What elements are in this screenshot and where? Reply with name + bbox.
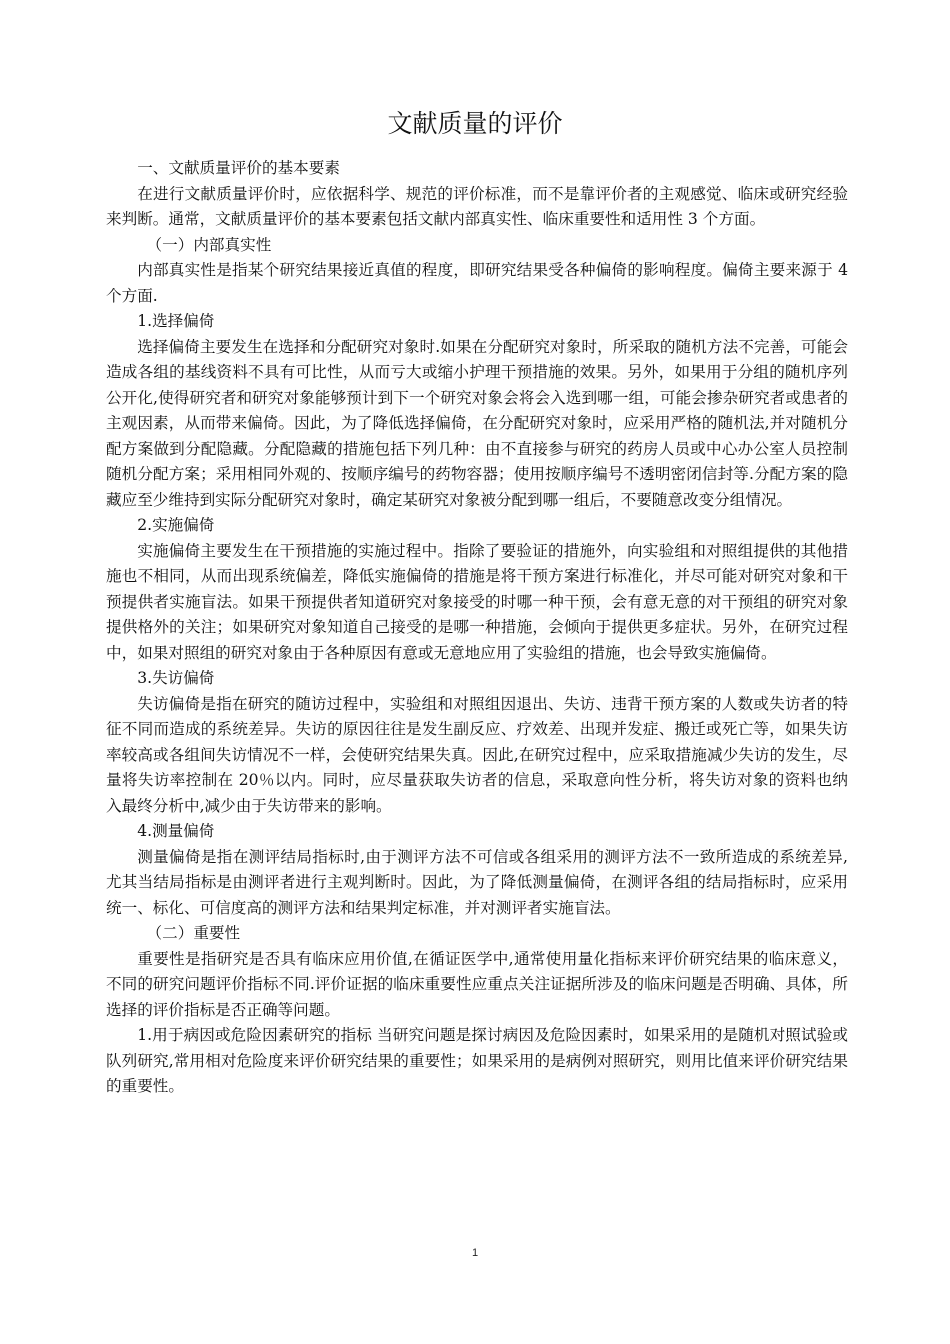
- body-paragraph: 1.用于病因或危险因素研究的指标 当研究问题是探讨病因及危险因素时，如果采用的是随机对照试验或队列研究,常用相对危险度来评价研究结果的重要性；如果采用的是病例对照研究，则用比值来评价研究结果的重要性。: [106, 1026, 848, 1095]
- section-heading: 1.选择偏倚: [137, 312, 215, 330]
- body-paragraph: 在进行文献质量评价时，应依据科学、规范的评价标准，而不是靠评价者的主观感觉、临床或研究经验来判断。通常，文献质量评价的基本要素包括文献内部真实性、临床重要性和适用性 3 个方面。: [106, 184, 848, 228]
- body-paragraph: 失访偏倚是指在研究的随访过程中，实验组和对照组因退出、失访、违背干预方案的人数或失访者的特征不同而造成的系统差异。失访的原因往往是发生副反应、疗效差、出现并发症、搬迁或死亡等，如果失访率较高或各组间失访情况不一样，会使研究结果失真。因此,在研究过程中，应采取措施减少失访的发生，尽量将失访率控制在 20％以内。同时，应尽量获取失访者的信息，采取意向性分析，将失访对象的资料也纳入最终分析中,减少由于失访带来的影响。: [106, 694, 848, 815]
- section-heading: 4.测量偏倚: [137, 822, 215, 840]
- body-paragraph: 测量偏倚是指在测评结局指标时,由于测评方法不可信或各组采用的测评方法不一致所造成的系统差异,尤其当结局指标是由测评者进行主观判断时。因此，为了降低测量偏倚，在测评各组的结局指标时，应采用统一、标化、可信度高的测评方法和结果判定标准，并对测评者实施盲法。: [106, 847, 848, 917]
- body-paragraph: 重要性是指研究是否具有临床应用价值,在循证医学中,通常使用量化指标来评价研究结果的临床意义，不同的研究问题评价指标不同.评价证据的临床重要性应重点关注证据所涉及的临床问题是否明确、具体，所选择的评价指标是否正确等问题。: [106, 949, 848, 1019]
- page-number: 1: [471, 1247, 479, 1259]
- body-paragraph: 内部真实性是指某个研究结果接近真值的程度，即研究结果受各种偏倚的影响程度。偏倚主要来源于 4 个方面.: [106, 261, 848, 305]
- section-heading: （一）内部真实性: [146, 235, 272, 254]
- section-heading: 一、文献质量评价的基本要素: [137, 159, 340, 177]
- document-title: 文献质量的评价: [387, 109, 563, 138]
- body-paragraph: 实施偏倚主要发生在干预措施的实施过程中。指除了要验证的措施外，向实验组和对照组提供的其他措施也不相同，从而出现系统偏差，降低实施偏倚的措施是将干预方案进行标准化，并尽可能对研究对象和干预提供者实施盲法。如果干预提供者知道研究对象接受的时哪一种干预，会有意无意的对干预组的研究对象提供格外的关注；如果研究对象知道自己接受的是哪一种措施，会倾向于提供更多症状。另外，在研究过程中，如果对照组的研究对象由于各种原因有意或无意地应用了实验组的措施，也会导致实施偏倚。: [106, 541, 848, 662]
- body-paragraph: 选择偏倚主要发生在选择和分配研究对象时.如果在分配研究对象时，所采取的随机方法不完善，可能会造成各组的基线资料不具有可比性，从而亏大或缩小护理干预措施的效果。另外，如果用于分组的随机序列公开化,使得研究者和研究对象能够预计到下一个研究对象会将会入选到哪一组，可能会掺杂研究者或患者的主观因素，从而带来偏倚。因此，为了降低选择偏倚，在分配研究对象时，应采用严格的随机法,并对随机分配方案做到分配隐藏。分配隐藏的措施包括下列几种：由不直接参与研究的药房人员或中心办公室人员控制随机分配方案；采用相同外观的、按顺序编号的药物容器；使用按顺序编号不透明密闭信封等.分配方案的隐藏应至少维持到实际分配研究对象时，确定某研究对象被分配到哪一组后，不要随意改变分组情况。: [106, 337, 848, 509]
- document-body: [106, 156, 848, 1100]
- section-heading: 3.失访偏倚: [137, 669, 215, 687]
- section-heading: 2.实施偏倚: [137, 516, 215, 534]
- section-heading: （二）重要性: [146, 924, 241, 942]
